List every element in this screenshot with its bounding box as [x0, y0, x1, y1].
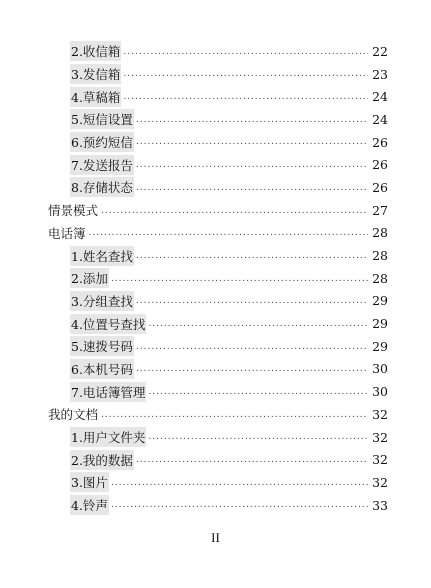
toc-entry-label: 6.预约短信: [70, 132, 134, 152]
toc-entry-page: 28: [372, 270, 388, 286]
toc-entry[interactable]: [0, 176, 431, 199]
dot-leader: [136, 160, 368, 176]
toc-entry-label: 2.我的数据: [70, 450, 134, 470]
toc-entry-page: 24: [372, 111, 388, 127]
dot-leader: [101, 206, 368, 222]
toc-entry-label: 4.草稿箱: [70, 87, 121, 107]
toc-entry[interactable]: [0, 403, 431, 426]
toc-entry[interactable]: [0, 448, 431, 471]
dot-leader: [136, 183, 368, 199]
toc-entry-label: 7.电话簿管理: [70, 382, 146, 402]
toc-entry-label: 3.图片: [70, 472, 109, 492]
toc-entry-label: 1.姓名查找: [70, 246, 134, 266]
toc-entry-page: 28: [372, 248, 388, 264]
dot-leader: [136, 455, 368, 471]
toc-entry-page: 26: [372, 157, 388, 173]
toc-entry-page: 26: [372, 134, 388, 150]
toc-entry-page: 32: [372, 429, 388, 445]
dot-leader: [136, 296, 368, 312]
table-of-contents: [0, 40, 431, 516]
toc-entry-page: 22: [372, 43, 388, 59]
toc-entry-label: 我的文档: [48, 407, 99, 423]
dot-leader: [101, 410, 368, 426]
toc-entry-page: 24: [372, 89, 388, 105]
toc-entry-label: 1.用户文件夹: [70, 427, 146, 447]
toc-entry-label: 3.发信箱: [70, 64, 121, 84]
page-number: II: [211, 530, 220, 545]
dot-leader: [89, 228, 368, 244]
toc-entry-page: 32: [372, 452, 388, 468]
toc-entry-label: 2.添加: [70, 268, 109, 288]
toc-entry-label: 4.铃声: [70, 495, 109, 515]
toc-entry[interactable]: [0, 471, 431, 494]
toc-entry[interactable]: [0, 244, 431, 267]
dot-leader: [136, 364, 368, 380]
toc-entry-page: 29: [372, 338, 388, 354]
toc-entry-label: 5.速拨号码: [70, 336, 134, 356]
toc-entry-label: 情景模式: [48, 203, 99, 219]
toc-entry[interactable]: [0, 335, 431, 358]
dot-leader: [136, 115, 368, 131]
toc-entry-page: 32: [372, 406, 388, 422]
toc-entry[interactable]: [0, 85, 431, 108]
toc-entry[interactable]: [0, 108, 431, 131]
toc-entry-label: 5.短信设置: [70, 109, 134, 129]
toc-entry-page: 30: [372, 384, 388, 400]
toc-entry[interactable]: [0, 358, 431, 381]
toc-entry[interactable]: [0, 494, 431, 517]
toc-entry-page: 29: [372, 293, 388, 309]
toc-entry-page: 32: [372, 474, 388, 490]
toc-entry-label: 8.存储状态: [70, 177, 134, 197]
toc-entry[interactable]: [0, 267, 431, 290]
toc-entry-page: 28: [372, 225, 388, 241]
toc-entry-label: 电话簿: [48, 225, 86, 241]
toc-entry-page: 27: [372, 202, 388, 218]
toc-entry-label: 2.收信箱: [70, 41, 121, 61]
toc-entry-page: 26: [372, 179, 388, 195]
toc-entry[interactable]: [0, 40, 431, 63]
toc-entry[interactable]: [0, 222, 431, 245]
toc-entry[interactable]: [0, 131, 431, 154]
dot-leader: [136, 251, 368, 267]
dot-leader: [136, 137, 368, 153]
toc-entry[interactable]: [0, 426, 431, 449]
dot-leader: [148, 319, 368, 335]
toc-entry-label: 6.本机号码: [70, 359, 134, 379]
dot-leader: [123, 92, 368, 108]
dot-leader: [111, 478, 368, 494]
toc-entry-label: 7.发送报告: [70, 155, 134, 175]
toc-entry[interactable]: [0, 290, 431, 313]
toc-entry-label: 3.分组查找: [70, 291, 134, 311]
toc-entry[interactable]: [0, 63, 431, 86]
toc-entry-page: 23: [372, 66, 388, 82]
toc-entry-page: 33: [372, 497, 388, 513]
dot-leader: [136, 342, 368, 358]
dot-leader: [111, 274, 368, 290]
toc-entry-page: 30: [372, 361, 388, 377]
dot-leader: [111, 500, 368, 516]
dot-leader: [148, 387, 368, 403]
toc-entry[interactable]: [0, 312, 431, 335]
dot-leader: [123, 69, 368, 85]
toc-entry-label: 4.位置号查找: [70, 314, 146, 334]
toc-entry[interactable]: [0, 199, 431, 222]
toc-entry[interactable]: [0, 153, 431, 176]
toc-entry[interactable]: [0, 380, 431, 403]
dot-leader: [148, 432, 368, 448]
toc-entry-page: 29: [372, 316, 388, 332]
dot-leader: [123, 47, 368, 63]
